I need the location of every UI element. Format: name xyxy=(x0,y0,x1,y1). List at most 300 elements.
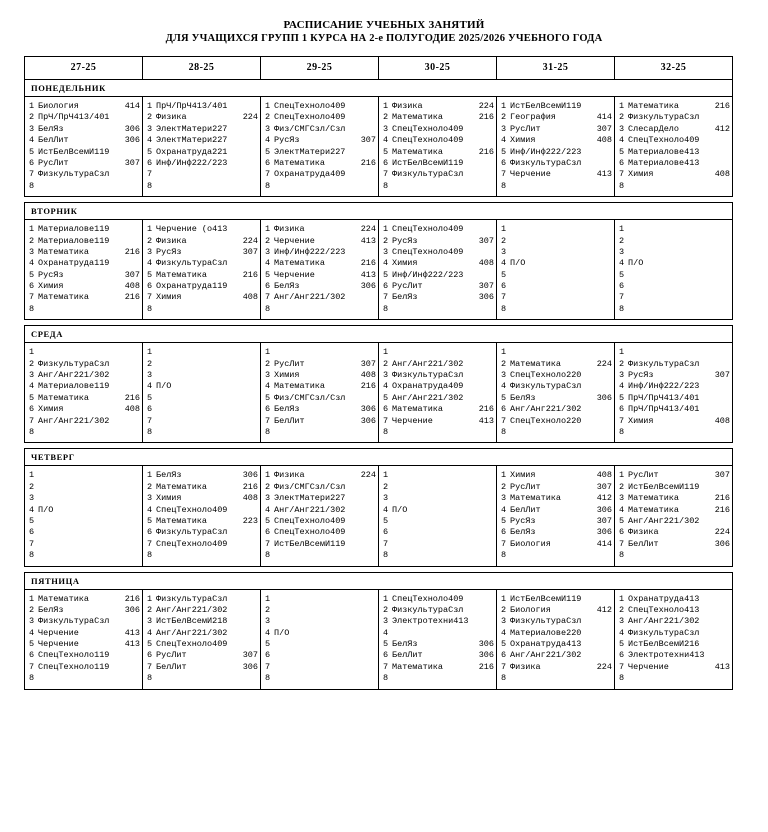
lesson-number: 5 xyxy=(29,515,35,526)
lesson-subject xyxy=(274,347,376,358)
lesson-room: 413 xyxy=(360,269,376,280)
lesson-line xyxy=(143,101,260,112)
lesson-room: 216 xyxy=(360,381,376,392)
group-label: 32-25 xyxy=(660,62,687,73)
lesson-line xyxy=(379,158,496,169)
lesson-subject xyxy=(510,304,612,315)
lesson-line xyxy=(615,539,732,550)
lesson-subject: Математика xyxy=(156,481,208,492)
lesson-number: 6 xyxy=(383,404,389,415)
lesson-room: 307 xyxy=(478,235,494,246)
lesson-number: 4 xyxy=(383,135,389,146)
lesson-number: 8 xyxy=(619,180,625,191)
lesson-subject: Черчение xyxy=(274,235,315,246)
lesson-number: 2 xyxy=(619,481,625,492)
lesson-room: 413 xyxy=(714,661,730,672)
lesson-subject xyxy=(38,550,140,561)
lesson-line xyxy=(615,505,732,516)
lesson-subject: Анг/Анг221/302 xyxy=(510,650,582,661)
lesson-number: 1 xyxy=(265,470,271,481)
lesson-line xyxy=(261,639,378,650)
lesson-number: 2 xyxy=(29,604,35,615)
lesson-line xyxy=(615,112,732,123)
lesson-room: 216 xyxy=(124,392,140,403)
group-day-cell xyxy=(143,466,261,566)
lesson-line xyxy=(497,427,614,438)
lesson-line xyxy=(143,124,260,135)
group-day-cell xyxy=(615,466,733,566)
lesson-number: 5 xyxy=(265,146,271,157)
lesson-room: 216 xyxy=(714,101,730,111)
lesson-line xyxy=(497,101,614,112)
day-header-row xyxy=(25,449,733,466)
lesson-subject: П/О xyxy=(156,381,172,392)
lesson-subject: Охранатруда119 xyxy=(38,258,110,269)
lesson-line xyxy=(261,393,378,404)
lesson-subject: ФизкультураСзл xyxy=(628,358,700,369)
lesson-number: 2 xyxy=(265,604,271,615)
lesson-line xyxy=(25,181,142,192)
lesson-room: 223 xyxy=(242,515,258,526)
day-header-cell xyxy=(25,449,733,466)
lesson-subject: ФизкультураСзл xyxy=(510,616,582,627)
day-header-row xyxy=(25,572,733,589)
lesson-number: 1 xyxy=(147,224,153,235)
lesson-subject xyxy=(156,181,258,192)
lesson-line xyxy=(615,605,732,616)
lesson-line xyxy=(261,124,378,135)
lesson-number: 5 xyxy=(619,392,625,403)
lesson-subject: БелЛит xyxy=(510,504,541,515)
lesson-number: 5 xyxy=(501,269,507,280)
lesson-number: 6 xyxy=(501,404,507,415)
lesson-subject: СпецТехноло409 xyxy=(274,112,346,123)
lesson-number: 1 xyxy=(383,593,389,604)
lesson-number: 6 xyxy=(29,281,35,292)
lesson-line xyxy=(143,493,260,504)
lesson-number: 4 xyxy=(501,627,507,638)
lesson-subject xyxy=(510,673,612,684)
lesson-room: 307 xyxy=(596,515,612,526)
lesson-subject: ФизкультураСзл xyxy=(392,604,464,615)
lesson-subject xyxy=(392,482,494,493)
lesson-room: 306 xyxy=(360,404,376,415)
lesson-line xyxy=(143,550,260,561)
lesson-subject: БелЯз xyxy=(274,281,300,292)
group-day-cell xyxy=(497,589,615,689)
day-header-cell xyxy=(25,326,733,343)
lesson-subject: ЭлектМатери227 xyxy=(274,493,346,504)
lesson-line xyxy=(143,505,260,516)
lesson-number: 8 xyxy=(147,426,153,437)
lesson-number: 5 xyxy=(147,515,153,526)
lesson-number: 6 xyxy=(383,157,389,168)
lesson-number: 2 xyxy=(147,235,153,246)
lesson-line xyxy=(25,147,142,158)
lesson-line xyxy=(379,292,496,303)
lesson-subject: Химия xyxy=(510,135,536,146)
lesson-line xyxy=(25,482,142,493)
lesson-room: 307 xyxy=(242,650,258,661)
lesson-subject: Материалове119 xyxy=(38,235,110,246)
lesson-number: 7 xyxy=(619,661,625,672)
lesson-room: 413 xyxy=(596,169,612,180)
lesson-subject: Анг/Анг221/302 xyxy=(274,504,346,515)
lesson-subject: П/О xyxy=(628,258,644,269)
lesson-line xyxy=(261,628,378,639)
lesson-subject: Математика xyxy=(392,661,444,672)
lesson-number: 8 xyxy=(501,180,507,191)
lesson-number: 2 xyxy=(29,481,35,492)
lesson-subject: Материалове220 xyxy=(510,627,582,638)
lesson-line xyxy=(379,505,496,516)
lesson-number: 3 xyxy=(147,246,153,257)
lesson-line xyxy=(25,539,142,550)
lesson-number: 5 xyxy=(501,515,507,526)
lesson-subject: СпецТехноло409 xyxy=(392,123,464,134)
lesson-number: 1 xyxy=(29,101,35,111)
lesson-line xyxy=(615,662,732,673)
lesson-line xyxy=(143,650,260,661)
lesson-number: 2 xyxy=(29,112,35,123)
lesson-subject: Химия xyxy=(392,258,418,269)
lesson-number: 6 xyxy=(383,650,389,661)
lesson-number: 5 xyxy=(147,146,153,157)
group-label: 30-25 xyxy=(424,62,451,73)
lesson-room: 306 xyxy=(478,650,494,661)
day-header-cell xyxy=(25,572,733,589)
lesson-line xyxy=(261,594,378,605)
lesson-number: 8 xyxy=(265,426,271,437)
lesson-line xyxy=(143,347,260,358)
lesson-number: 1 xyxy=(29,224,35,235)
lesson-number: 7 xyxy=(501,661,507,672)
lesson-number: 4 xyxy=(383,627,389,638)
lesson-line xyxy=(261,181,378,192)
lesson-subject xyxy=(510,427,612,438)
lesson-line xyxy=(25,527,142,538)
lesson-room: 216 xyxy=(478,661,494,672)
lesson-subject xyxy=(392,550,494,561)
lesson-number: 2 xyxy=(619,112,625,123)
lesson-line xyxy=(497,181,614,192)
lesson-line xyxy=(143,539,260,550)
lesson-line xyxy=(497,605,614,616)
lesson-subject: Черчение xyxy=(274,269,315,280)
lesson-number: 3 xyxy=(619,123,625,134)
lesson-number: 1 xyxy=(383,470,389,481)
lesson-subject xyxy=(392,493,494,504)
lesson-line xyxy=(497,292,614,303)
lesson-subject xyxy=(156,359,258,370)
lessons-row xyxy=(25,97,733,197)
lesson-line xyxy=(261,224,378,235)
lesson-subject: ПрЧ/ПрЧ413/401 xyxy=(156,101,228,111)
lesson-subject xyxy=(156,370,258,381)
lesson-subject: ИстБелВсемИ119 xyxy=(392,157,464,168)
lesson-room: 224 xyxy=(478,101,494,111)
group-header-cell xyxy=(379,57,497,80)
lesson-room: 307 xyxy=(242,246,258,257)
lesson-number: 5 xyxy=(265,269,271,280)
group-day-cell xyxy=(25,343,143,443)
lesson-subject xyxy=(38,539,140,550)
lesson-line xyxy=(379,650,496,661)
lesson-subject: Инф/Инф222/223 xyxy=(628,381,700,392)
lesson-subject xyxy=(38,304,140,315)
lesson-subject: Анг/Анг221/302 xyxy=(38,370,110,381)
lesson-subject: СпецТехноло220 xyxy=(510,370,582,381)
lesson-number: 4 xyxy=(29,627,35,638)
lesson-line xyxy=(497,393,614,404)
lesson-number: 5 xyxy=(29,269,35,280)
lesson-number: 7 xyxy=(29,661,35,672)
lesson-subject: Инф/Инф222/223 xyxy=(510,146,582,157)
lesson-line xyxy=(379,470,496,481)
lesson-subject: ЭлектМатери227 xyxy=(274,146,346,157)
group-day-cell xyxy=(143,589,261,689)
lesson-room: 216 xyxy=(242,269,258,280)
lesson-subject: Математика xyxy=(392,404,444,415)
lesson-room: 216 xyxy=(360,157,376,168)
lesson-number: 5 xyxy=(29,392,35,403)
lesson-subject: ПрЧ/ПрЧ413/401 xyxy=(628,392,700,403)
lesson-subject: Биология xyxy=(510,538,551,549)
lesson-subject: РусЛит xyxy=(274,358,305,369)
lesson-number: 7 xyxy=(147,415,153,426)
lesson-number: 8 xyxy=(619,673,625,684)
lesson-line xyxy=(25,416,142,427)
lesson-line xyxy=(143,381,260,392)
lesson-subject: Материалове413 xyxy=(628,146,700,157)
lesson-subject: РусЯз xyxy=(156,246,182,257)
lesson-line xyxy=(497,247,614,258)
lesson-line xyxy=(25,370,142,381)
lesson-number: 6 xyxy=(265,650,271,661)
lesson-number: 8 xyxy=(29,550,35,561)
lesson-line xyxy=(143,527,260,538)
lesson-number: 6 xyxy=(147,650,153,661)
lesson-number: 7 xyxy=(147,538,153,549)
lesson-subject xyxy=(156,404,258,415)
lesson-subject: РусЯз xyxy=(510,515,536,526)
lesson-number: 2 xyxy=(147,604,153,615)
group-day-cell xyxy=(497,466,615,566)
lesson-number: 5 xyxy=(29,639,35,650)
lesson-subject xyxy=(628,224,730,235)
lesson-line xyxy=(615,224,732,235)
lesson-line xyxy=(143,662,260,673)
lesson-line xyxy=(379,169,496,180)
lesson-line xyxy=(25,427,142,438)
lesson-number: 1 xyxy=(265,347,271,358)
lesson-subject: ИстБелВсемИ119 xyxy=(628,481,700,492)
lesson-room: 307 xyxy=(714,370,730,381)
lesson-number: 2 xyxy=(383,481,389,492)
lesson-line xyxy=(497,662,614,673)
lesson-subject xyxy=(156,427,258,438)
lesson-line xyxy=(615,101,732,112)
lesson-subject xyxy=(392,628,494,639)
lesson-line xyxy=(261,101,378,112)
lesson-subject xyxy=(628,550,730,561)
lesson-room: 306 xyxy=(124,123,140,134)
lesson-number: 2 xyxy=(29,235,35,246)
lesson-line xyxy=(497,550,614,561)
lesson-subject: БелЛит xyxy=(156,661,187,672)
schedule-body xyxy=(25,57,733,690)
lesson-subject xyxy=(274,181,376,192)
lesson-number: 5 xyxy=(383,146,389,157)
day-label: ПЯТНИЦА xyxy=(31,575,80,586)
lesson-line xyxy=(497,158,614,169)
lesson-line xyxy=(261,404,378,415)
lesson-number: 8 xyxy=(383,673,389,684)
lesson-line xyxy=(143,236,260,247)
lesson-line xyxy=(25,135,142,146)
lesson-subject: ФизкультураСзл xyxy=(156,258,228,269)
lesson-number: 4 xyxy=(619,381,625,392)
lesson-line xyxy=(25,124,142,135)
lesson-room: 412 xyxy=(596,604,612,615)
lesson-room: 216 xyxy=(714,504,730,515)
lesson-subject xyxy=(628,292,730,303)
lesson-line xyxy=(379,628,496,639)
lesson-line xyxy=(615,370,732,381)
lesson-subject: Черчение xyxy=(628,661,669,672)
lesson-subject xyxy=(510,181,612,192)
lesson-room: 307 xyxy=(124,157,140,168)
lesson-line xyxy=(261,662,378,673)
lesson-line xyxy=(261,416,378,427)
lesson-subject: СпецТехноло220 xyxy=(510,415,582,426)
lesson-room: 306 xyxy=(714,538,730,549)
lesson-line xyxy=(143,616,260,627)
lesson-line xyxy=(25,347,142,358)
lesson-number: 4 xyxy=(265,135,271,146)
lesson-line xyxy=(497,404,614,415)
lesson-number: 5 xyxy=(265,392,271,403)
lesson-room: 414 xyxy=(124,101,140,111)
lesson-line xyxy=(143,135,260,146)
lesson-subject xyxy=(38,527,140,538)
lesson-subject: Химия xyxy=(156,292,182,303)
lesson-line xyxy=(261,281,378,292)
lesson-line xyxy=(25,292,142,303)
lesson-subject: Химия xyxy=(628,169,654,180)
lesson-line xyxy=(25,169,142,180)
lesson-subject: Физика xyxy=(628,527,659,538)
lesson-line xyxy=(379,616,496,627)
lesson-number: 6 xyxy=(265,281,271,292)
lesson-line xyxy=(25,101,142,112)
lesson-number: 8 xyxy=(29,673,35,684)
lesson-number: 7 xyxy=(383,415,389,426)
lesson-line xyxy=(143,181,260,192)
lesson-number: 7 xyxy=(265,415,271,426)
lesson-subject: П/О xyxy=(274,627,290,638)
lesson-subject: ИстБелВсемИ119 xyxy=(38,146,110,157)
page-title xyxy=(24,18,744,46)
lesson-subject: Математика xyxy=(38,246,90,257)
lesson-subject: Черчение xyxy=(38,627,79,638)
lesson-line xyxy=(143,470,260,481)
lesson-subject: ИстБелВсемИ216 xyxy=(628,639,700,650)
lesson-line xyxy=(615,516,732,527)
day-label: ПОНЕДЕЛЬНИК xyxy=(31,83,106,93)
lesson-subject: БелЯз xyxy=(156,470,182,481)
lesson-number: 2 xyxy=(501,112,507,123)
lesson-line xyxy=(615,639,732,650)
lesson-number: 3 xyxy=(29,493,35,504)
lesson-number: 7 xyxy=(619,169,625,180)
lesson-number: 8 xyxy=(29,303,35,314)
lesson-number: 4 xyxy=(29,258,35,269)
lesson-line xyxy=(143,594,260,605)
lesson-line xyxy=(261,135,378,146)
lesson-subject: Химия xyxy=(628,415,654,426)
lesson-number: 2 xyxy=(147,481,153,492)
lesson-number: 6 xyxy=(29,650,35,661)
lesson-subject xyxy=(510,281,612,292)
lesson-line xyxy=(261,539,378,550)
lesson-line xyxy=(497,482,614,493)
lesson-room: 216 xyxy=(242,481,258,492)
lesson-line xyxy=(379,605,496,616)
lesson-line xyxy=(379,539,496,550)
lesson-subject: ИстБелВсемИ119 xyxy=(274,538,346,549)
lesson-number: 3 xyxy=(383,123,389,134)
lesson-room: 413 xyxy=(124,639,140,650)
lesson-number: 6 xyxy=(619,527,625,538)
lesson-number: 3 xyxy=(265,370,271,381)
lesson-line xyxy=(379,482,496,493)
lesson-number: 4 xyxy=(619,258,625,269)
lesson-line xyxy=(261,359,378,370)
lesson-line xyxy=(25,605,142,616)
group-day-cell xyxy=(379,589,497,689)
lesson-subject: Охранатруда409 xyxy=(392,381,464,392)
lesson-room: 412 xyxy=(714,123,730,134)
lessons-row xyxy=(25,589,733,689)
lesson-number: 8 xyxy=(619,426,625,437)
lesson-subject: Физика xyxy=(156,235,187,246)
group-day-cell xyxy=(379,220,497,320)
lesson-subject xyxy=(628,673,730,684)
lesson-number: 1 xyxy=(619,347,625,358)
lesson-subject: Электротехни413 xyxy=(392,616,469,627)
lesson-number: 3 xyxy=(147,493,153,504)
lesson-number: 7 xyxy=(147,661,153,672)
lesson-room: 216 xyxy=(360,258,376,269)
lesson-line xyxy=(25,662,142,673)
lesson-subject: СпецТехноло409 xyxy=(274,515,346,526)
day-header-cell xyxy=(25,80,733,97)
lesson-number: 8 xyxy=(265,303,271,314)
lesson-subject: БелЯз xyxy=(38,604,64,615)
lesson-subject: Материалове119 xyxy=(38,381,110,392)
lesson-subject: БелЛит xyxy=(38,135,69,146)
lesson-number: 8 xyxy=(147,180,153,191)
group-day-cell xyxy=(497,220,615,320)
lesson-subject xyxy=(156,347,258,358)
lesson-room: 408 xyxy=(242,493,258,504)
lesson-room: 307 xyxy=(124,269,140,280)
lesson-line xyxy=(25,236,142,247)
lesson-number: 1 xyxy=(265,593,271,604)
lesson-subject: Анг/Анг221/302 xyxy=(274,292,346,303)
lesson-line xyxy=(143,393,260,404)
